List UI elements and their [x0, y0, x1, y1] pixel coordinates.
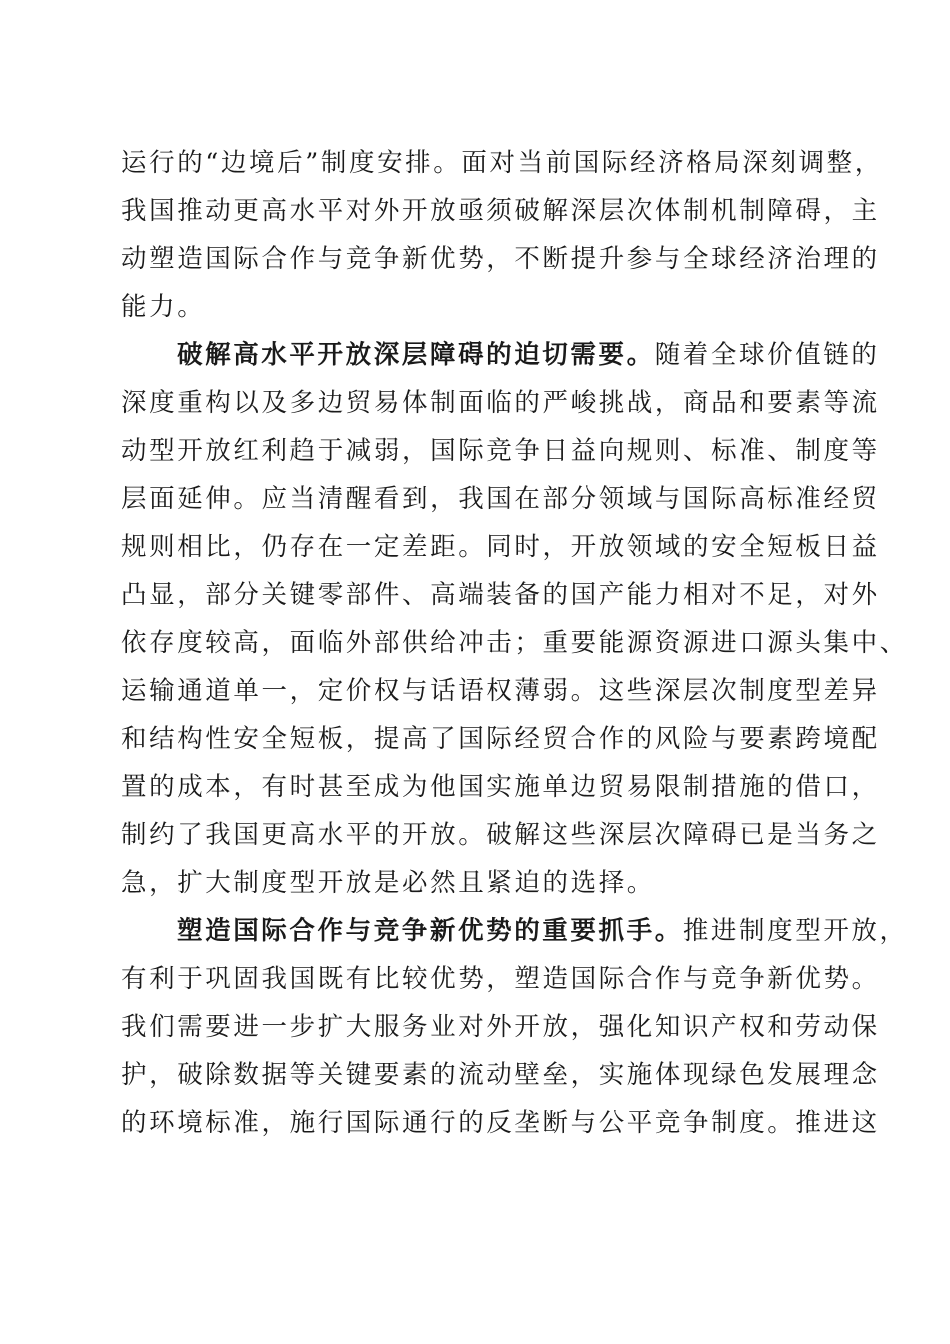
paragraph-2-line-4: 层面延伸。应当清醒看到，我国在部分领域与国际高标准经贸	[121, 484, 880, 514]
paragraph-2-first-line-tail: 随着全球价值链的	[654, 340, 880, 370]
paragraph-2-heading: 破解高水平开放深层障碍的迫切需要。	[177, 340, 655, 370]
paragraph-3-line-4: 护，破除数据等关键要素的流动壁垒，实施体现绿色发展理念	[121, 1060, 880, 1090]
paragraph-3-line-5: 的环境标准，施行国际通行的反垄断与公平竞争制度。推进这	[121, 1108, 880, 1138]
paragraph-1-line-4: 能力。	[121, 292, 206, 322]
paragraph-2-line-3: 动型开放红利趋于减弱，国际竞争日益向规则、标准、制度等	[121, 436, 880, 466]
paragraph-2-line-6: 凸显，部分关键零部件、高端装备的国产能力相对不足，对外	[121, 580, 880, 610]
paragraph-2-line-1	[121, 331, 880, 379]
paragraph-2-line-9: 和结构性安全短板，提高了国际经贸合作的风险与要素跨境配	[121, 724, 880, 754]
paragraph-3-first-line-tail: 推进制度型开放，	[682, 916, 908, 946]
paragraph-3-line-3: 我们需要进一步扩大服务业对外开放，强化知识产权和劳动保	[121, 1012, 880, 1042]
paragraph-2-line-12: 急，扩大制度型开放是必然且紧迫的选择。	[121, 868, 655, 898]
paragraph-2-line-8: 运输通道单一，定价权与话语权薄弱。这些深层次制度型差异	[121, 676, 880, 706]
paragraph-3-heading: 塑造国际合作与竞争新优势的重要抓手。	[177, 916, 683, 946]
paragraph-2-line-10: 置的成本，有时甚至成为他国实施单边贸易限制措施的借口，	[121, 772, 880, 802]
paragraph-2-line-2: 深度重构以及多边贸易体制面临的严峻挑战，商品和要素等流	[121, 388, 880, 418]
paragraph-2-line-11: 制约了我国更高水平的开放。破解这些深层次障碍已是当务之	[121, 820, 880, 850]
paragraph-1-line-2: 我国推动更高水平对外开放亟须破解深层次体制机制障碍，主	[121, 196, 880, 226]
body-text	[121, 139, 908, 1147]
paragraph-3-line-1	[121, 907, 908, 955]
paragraph-3-line-2: 有利于巩固我国既有比较优势，塑造国际合作与竞争新优势。	[121, 964, 880, 994]
paragraph-1-line-1: 运行的“边境后”制度安排。面对当前国际经济格局深刻调整，	[121, 148, 883, 178]
paragraph-2-line-5: 规则相比，仍存在一定差距。同时，开放领域的安全短板日益	[121, 532, 880, 562]
paragraph-1-line-3: 动塑造国际合作与竞争新优势，不断提升参与全球经济治理的	[121, 244, 880, 274]
paragraph-2-line-7: 依存度较高，面临外部供给冲击；重要能源资源进口源头集中、	[121, 628, 908, 658]
